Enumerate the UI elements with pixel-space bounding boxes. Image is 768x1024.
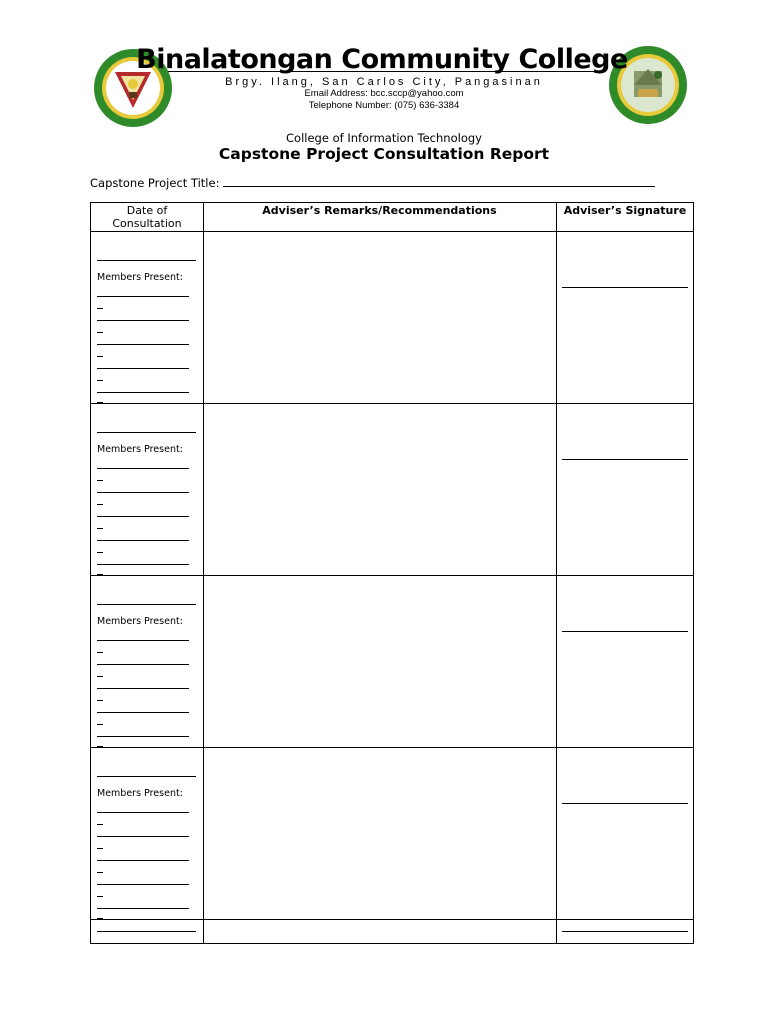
member-blank-dash (97, 872, 103, 873)
member-blank[interactable] (97, 564, 189, 565)
header-date-line1: Date of (126, 204, 168, 217)
signature-blank[interactable] (562, 931, 688, 932)
project-title-field (90, 176, 655, 190)
college-phone: Telephone Number: (075) 636-3384 (308, 100, 460, 111)
member-blank[interactable] (97, 296, 189, 297)
member-blank[interactable] (97, 540, 189, 541)
member-blank-dash (97, 824, 103, 825)
member-blank-dash (97, 332, 103, 333)
member-blank-dash (97, 480, 103, 481)
member-blank[interactable] (97, 492, 189, 493)
member-blank-dash (97, 504, 103, 505)
member-blank[interactable] (97, 468, 189, 469)
date-blank[interactable] (97, 604, 196, 605)
member-blank[interactable] (97, 860, 189, 861)
member-blank[interactable] (97, 640, 189, 641)
member-blank-dash (97, 848, 103, 849)
signature-blank[interactable] (562, 287, 688, 288)
member-blank-dash (97, 676, 103, 677)
consultation-row (91, 919, 693, 944)
consultation-row (91, 747, 693, 919)
member-blank-dash (97, 724, 103, 725)
college-address: Brgy. Ilang, San Carlos City, Pangasinan (225, 76, 543, 88)
members-present-label: Members Present: (97, 272, 183, 283)
department-name: College of Information Technology (286, 131, 482, 145)
member-blank[interactable] (97, 884, 189, 885)
member-blank[interactable] (97, 712, 189, 713)
member-blank-dash (97, 356, 103, 357)
date-blank[interactable] (97, 931, 196, 932)
project-title-label: Capstone Project Title: (90, 176, 220, 190)
member-blank-dash (97, 528, 103, 529)
college-email: Email Address: bcc.sccp@yahoo.com (304, 88, 464, 99)
member-blank[interactable] (97, 836, 189, 837)
member-blank[interactable] (97, 344, 189, 345)
member-blank-dash (97, 552, 103, 553)
date-blank[interactable] (97, 776, 196, 777)
member-blank-dash (97, 380, 103, 381)
member-blank[interactable] (97, 392, 189, 393)
header-remarks: Adviser’s Remarks/Recommendations (262, 204, 497, 217)
signature-blank[interactable] (562, 803, 688, 804)
header-signature: Adviser’s Signature (563, 204, 687, 217)
signature-blank[interactable] (562, 631, 688, 632)
members-present-label: Members Present: (97, 616, 183, 627)
members-present-label: Members Present: (97, 788, 183, 799)
date-blank[interactable] (97, 260, 196, 261)
date-blank[interactable] (97, 432, 196, 433)
header-rule (168, 71, 605, 72)
member-blank-dash (97, 896, 103, 897)
consultation-row (91, 575, 693, 747)
consultation-row (91, 231, 693, 403)
member-blank[interactable] (97, 736, 189, 737)
header-date-of-consultation (91, 203, 203, 232)
member-blank-dash (97, 652, 103, 653)
member-blank[interactable] (97, 368, 189, 369)
signature-blank[interactable] (562, 459, 688, 460)
member-blank-dash (97, 308, 103, 309)
member-blank[interactable] (97, 516, 189, 517)
member-blank-dash (97, 700, 103, 701)
member-blank[interactable] (97, 908, 189, 909)
consultation-row (91, 403, 693, 575)
member-blank[interactable] (97, 688, 189, 689)
members-present-label: Members Present: (97, 444, 183, 455)
member-blank[interactable] (97, 664, 189, 665)
college-name: Binalatongan Community College (136, 44, 628, 75)
member-blank[interactable] (97, 320, 189, 321)
member-blank[interactable] (97, 812, 189, 813)
consultation-table (90, 202, 694, 944)
project-title-blank[interactable] (223, 178, 655, 187)
report-title: Capstone Project Consultation Report (218, 145, 550, 163)
header-date-line2: Consultation (112, 217, 182, 230)
